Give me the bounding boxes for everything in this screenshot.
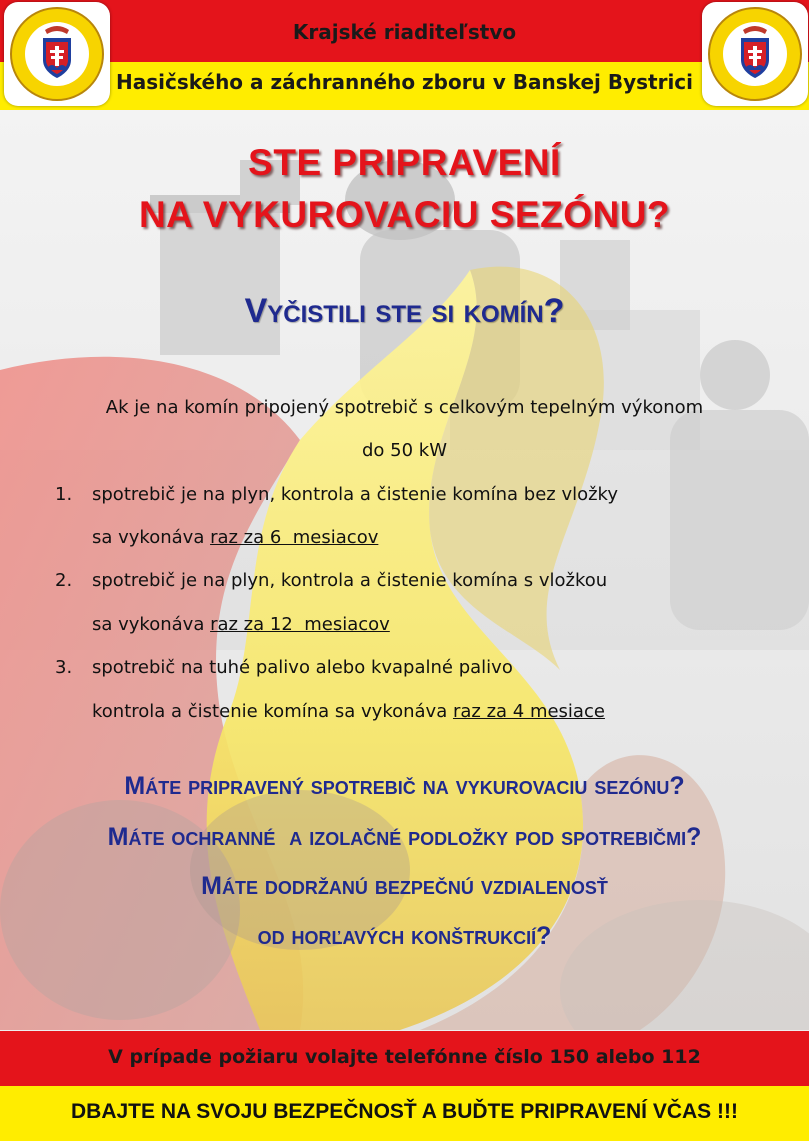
emblem-right <box>702 2 808 106</box>
header-organization-line1: Krajské riaditeľstvo <box>292 20 517 44</box>
list-item-text: spotrebič je na plyn, kontrola a čistenie komína bez vložky <box>92 484 618 505</box>
question-line: od horľavých konštrukcií? <box>257 922 552 950</box>
list-item-interval-value: raz za 12 mesiacov <box>210 614 390 635</box>
fire-rescue-emblem-icon <box>7 4 107 104</box>
emergency-phone-notice: V prípade požiaru volajte telefónne číslo 150 alebo 112 <box>108 1046 701 1068</box>
question-line: Máte ochranné a izolačné podložky pod spotrebičmi? <box>107 823 702 851</box>
list-item-interval <box>92 701 605 722</box>
question-line: Máte dodržanú bezpečnú vzdialenosť <box>201 872 608 900</box>
fire-rescue-emblem-icon <box>705 4 805 104</box>
list-item-interval-prefix: sa vykonáva <box>92 527 211 548</box>
main-title-line2: NA VYKUROVACIU SEZÓNU? <box>138 194 671 235</box>
header-organization-line2: Hasičského a záchranného zboru v Banskej Bystrici <box>115 70 694 94</box>
intro-line2: do 50 kW <box>361 440 447 461</box>
main-title-line1: STE PRIPRAVENÍ <box>248 142 561 183</box>
safety-slogan: DBAJTE NA SVOJU BEZPEČNOSŤ A BUĎTE PRIPRAVENÍ VČAS !!! <box>70 1100 738 1123</box>
subtitle: Vyčistili ste si komín? <box>244 292 565 330</box>
list-item-number: 1. <box>55 484 73 505</box>
list-item-interval-prefix: kontrola a čistenie komína sa vykonáva <box>92 701 453 722</box>
list-item-text: spotrebič je na plyn, kontrola a čistenie komína s vložkou <box>92 570 608 591</box>
list-item-interval-value: raz za 6 mesiacov <box>210 527 379 548</box>
question-line: Máte pripravený spotrebič na vykurovaciu sezónu? <box>124 772 685 800</box>
list-item-number: 3. <box>55 657 73 678</box>
emblem-left <box>4 2 110 106</box>
list-item-interval-value: raz za 4 mesiace <box>452 701 605 722</box>
list-item-interval <box>92 614 390 635</box>
list-item-number: 2. <box>55 570 73 591</box>
list-item-interval-prefix: sa vykonáva <box>92 614 211 635</box>
list-item-text: spotrebič na tuhé palivo alebo kvapalné palivo <box>92 657 513 678</box>
intro-line1: Ak je na komín pripojený spotrebič s celkovým tepelným výkonom <box>105 397 704 418</box>
list-item-interval <box>92 527 378 548</box>
